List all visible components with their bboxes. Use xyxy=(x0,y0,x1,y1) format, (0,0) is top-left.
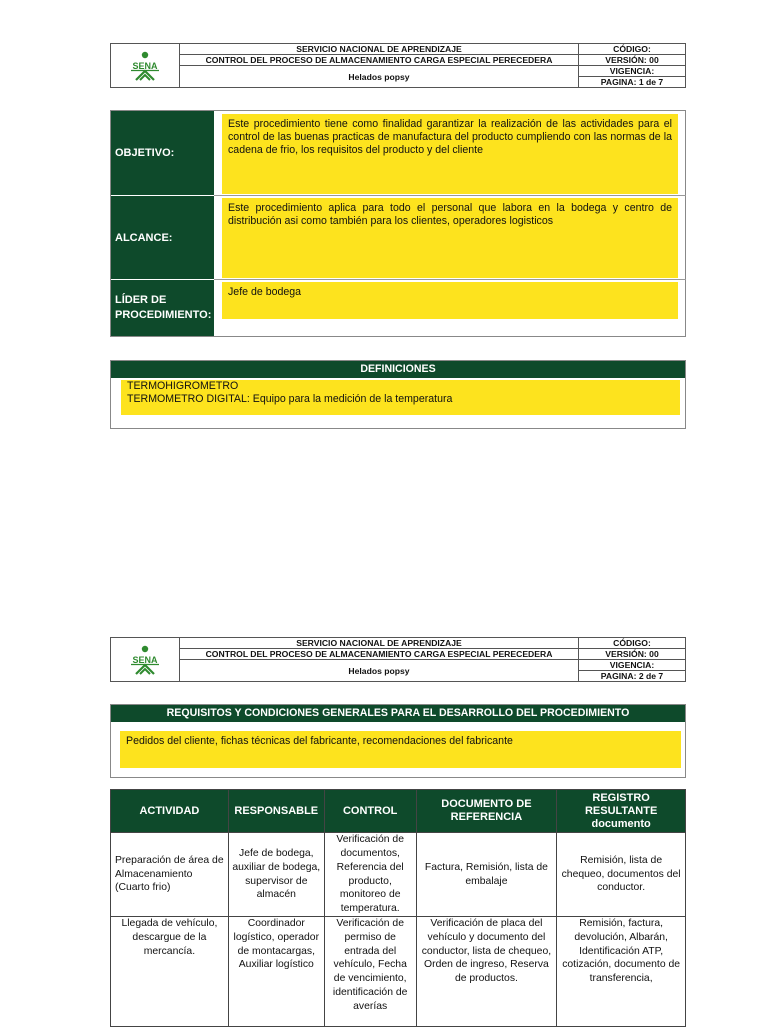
objective-text: Este procedimiento tiene como finalidad garantizar la realización de las actividades para el control de las buenas practicas de manufactura del producto cumpliendo con las normas de la cadena de frio, los requisitos del producto y del cliente xyxy=(222,114,678,194)
version-label: VERSIÓN: 00 xyxy=(579,55,685,66)
document-header-page-2 xyxy=(110,637,686,682)
col-activity: ACTIVIDAD xyxy=(111,790,229,833)
row-activity: Preparación de área de Almacenamiento (Cuarto frio) xyxy=(111,833,229,917)
leader-text: Jefe de bodega xyxy=(222,282,678,319)
scope-text: Este procedimiento aplica para todo el personal que labora en la bodega y centro de distribución asi como también para los clientes, operadores logisticos xyxy=(222,198,678,278)
definitions-title: DEFINICIONES xyxy=(111,361,685,378)
row-reference: Factura, Remisión, lista de embalaje xyxy=(416,833,557,917)
table-row xyxy=(111,917,686,1027)
validity-label: VIGENCIA: xyxy=(579,66,685,77)
svg-text:SENA: SENA xyxy=(132,60,158,71)
row-reference: Verificación de placa del vehículo y documento del conductor, lista de chequeo, Orden de ingreso, Reserva de productos. xyxy=(416,917,557,1027)
row-control: Verificación de documentos, Referencia del producto, monitoreo de temperatura. xyxy=(324,833,416,917)
definition-termometro: TERMOMETRO DIGITAL: Equipo para la medición de la temperatura xyxy=(127,393,453,405)
activities-table xyxy=(110,789,686,1027)
sena-logo xyxy=(111,44,180,87)
definition-termohigrometro: TERMOHIGROMETRO xyxy=(127,380,239,392)
row-activity: Llegada de vehículo, descargue de la mercancía. xyxy=(111,917,229,1027)
col-responsible: RESPONSABLE xyxy=(228,790,324,833)
row-responsible: Jefe de bodega, auxiliar de bodega, supervisor de almacén xyxy=(228,833,324,917)
requirements-block xyxy=(110,704,686,778)
leader-label: LÍDER DE PROCEDIMIENTO: xyxy=(111,280,214,336)
validity-label: VIGENCIA: xyxy=(579,660,685,671)
org-name: SERVICIO NACIONAL DE APRENDIZAJE xyxy=(180,44,578,55)
row-control: Verificación de permiso de entrada del vehículo, Fecha de vencimiento, identificación de averías xyxy=(324,917,416,1027)
definitions-text xyxy=(121,380,680,415)
table-row xyxy=(111,833,686,917)
code-label: CÓDIGO: xyxy=(579,44,685,55)
scope-label: ALCANCE: xyxy=(111,196,214,279)
version-label: VERSIÓN: 00 xyxy=(579,649,685,660)
requirements-text: Pedidos del cliente, fichas técnicas del fabricante, recomendaciones del fabricante xyxy=(120,731,681,768)
row-record: Remisión, lista de chequeo, documentos del conductor. xyxy=(557,833,686,917)
sena-logo-icon xyxy=(125,51,165,81)
col-reference-doc: DOCUMENTO DE REFERENCIA xyxy=(416,790,557,833)
subject-name: Helados popsy xyxy=(348,71,410,82)
row-record: Remisión, factura, devolución, Albarán, Identificación ATP, cotización, documento de transferencia, xyxy=(557,917,686,1027)
document-header-page-1 xyxy=(110,43,686,88)
objective-block xyxy=(110,110,686,337)
svg-text:SENA: SENA xyxy=(132,654,158,665)
table-header-row xyxy=(111,790,686,833)
process-name: CONTROL DEL PROCESO DE ALMACENAMIENTO CARGA ESPECIAL PERECEDERA xyxy=(180,649,578,660)
requirements-title: REQUISITOS Y CONDICIONES GENERALES PARA EL DESARROLLO DEL PROCEDIMIENTO xyxy=(111,705,685,722)
page-number: PAGINA: 1 de 7 xyxy=(600,77,664,87)
col-control: CONTROL xyxy=(324,790,416,833)
col-record: REGISTRO RESULTANTE documento xyxy=(557,790,686,833)
org-name: SERVICIO NACIONAL DE APRENDIZAJE xyxy=(180,638,578,649)
process-name: CONTROL DEL PROCESO DE ALMACENAMIENTO CARGA ESPECIAL PERECEDERA xyxy=(180,55,578,66)
subject-name: Helados popsy xyxy=(348,665,410,676)
row-responsible: Coordinador logístico, operador de montacargas, Auxiliar logístico xyxy=(228,917,324,1027)
code-label: CÓDIGO: xyxy=(579,638,685,649)
definitions-block xyxy=(110,360,686,429)
sena-logo xyxy=(111,638,180,681)
page-number: PAGINA: 2 de 7 xyxy=(600,671,664,681)
objective-label: OBJETIVO: xyxy=(111,111,214,195)
sena-logo-icon xyxy=(125,645,165,675)
